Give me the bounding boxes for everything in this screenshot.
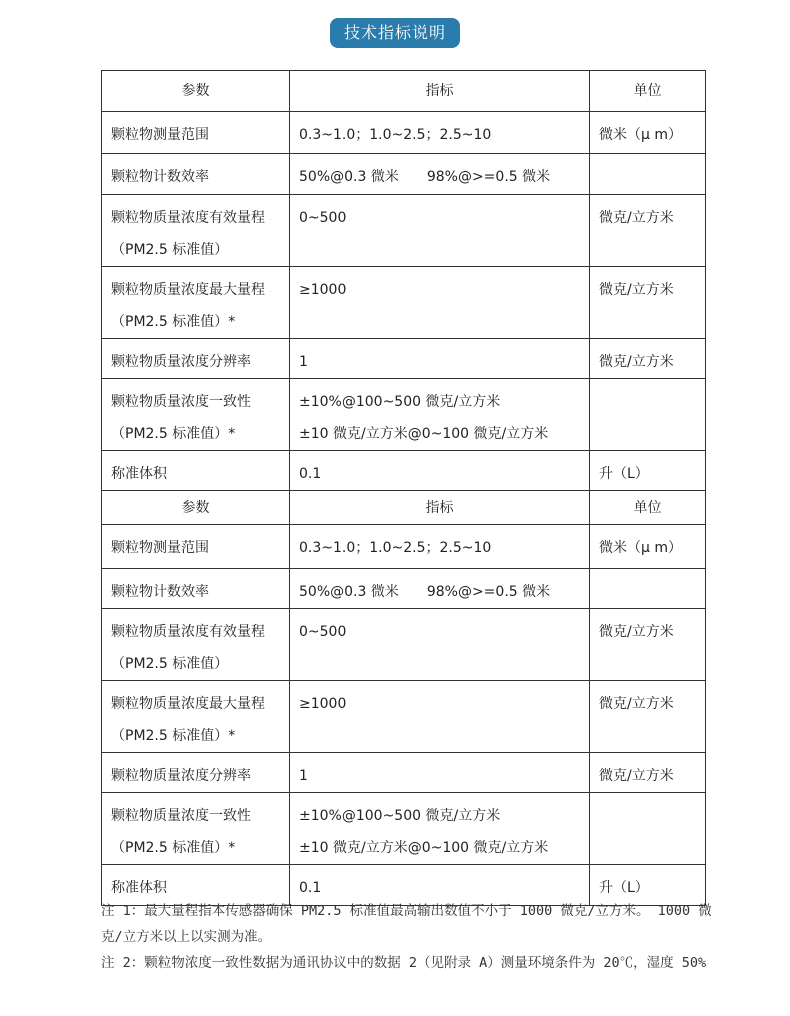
row-unit: 微克/立方米 [590,681,706,753]
table-row [102,569,706,609]
row-spec: ≥1000 [290,681,590,753]
footnotes [101,898,721,976]
row-unit: 升（L） [590,451,706,491]
row-param: 称准体积 [102,865,290,906]
row-unit: 微克/立方米 [590,339,706,379]
row-unit: 微克/立方米 [590,267,706,339]
table-row [102,681,706,753]
footnote-2: 注 2：颗粒物浓度一致性数据为通讯协议中的数据 2（见附录 A）测量环境条件为 20℃，湿度 50% [101,955,707,971]
row-spec: 50%@0.3 微米 98%@>=0.5 微米 [290,154,590,195]
spec-line: ±10%@100~500 微克/立方米 [299,394,501,410]
table-header-row [102,491,706,525]
table-row [102,525,706,569]
row-param: 颗粒物质量浓度一致性（PM2.5 标准值）* [102,793,290,865]
title-area [0,18,790,48]
table-row [102,379,706,451]
header-spec: 指标 [290,491,590,525]
table-row [102,112,706,154]
row-param: 颗粒物测量范围 [102,112,290,154]
row-param: 颗粒物质量浓度分辨率 [102,753,290,793]
row-spec: 0~500 [290,195,590,267]
row-param: 颗粒物质量浓度分辨率 [102,339,290,379]
row-spec: ≥1000 [290,267,590,339]
row-unit: 微克/立方米 [590,753,706,793]
row-param: 称准体积 [102,451,290,491]
row-spec: 1 [290,753,590,793]
row-unit [590,569,706,609]
row-unit: 微米（μ m） [590,525,706,569]
table-row [102,609,706,681]
row-spec [290,379,590,451]
table-row [102,793,706,865]
table-row [102,339,706,379]
row-unit: 升（L） [590,865,706,906]
row-unit [590,379,706,451]
row-unit: 微克/立方米 [590,195,706,267]
spec-line: ±10 微克/立方米@0~100 微克/立方米 [299,426,549,442]
row-unit [590,154,706,195]
footnote-1: 注 1：最大量程指本传感器确保 PM2.5 标准值最高输出数值不小于 1000 微克/立方米。 1000 微克/立方米以上以实测为准。 [101,903,712,945]
row-spec: 0.3~1.0；1.0~2.5；2.5~10 [290,525,590,569]
row-unit: 微克/立方米 [590,609,706,681]
header-unit: 单位 [590,71,706,112]
spec-line: ±10%@100~500 微克/立方米 [299,808,501,824]
header-param: 参数 [102,491,290,525]
row-param: 颗粒物计数效率 [102,569,290,609]
row-spec: 50%@0.3 微米 98%@>=0.5 微米 [290,569,590,609]
table-header-row [102,71,706,112]
row-spec: 0.1 [290,865,590,906]
row-unit [590,793,706,865]
spec-table [101,70,706,906]
row-param: 颗粒物质量浓度有效量程（PM2.5 标准值） [102,609,290,681]
table-row [102,451,706,491]
row-spec: 0.3~1.0；1.0~2.5；2.5~10 [290,112,590,154]
row-unit: 微米（μ m） [590,112,706,154]
spec-line: ±10 微克/立方米@0~100 微克/立方米 [299,840,549,856]
row-param: 颗粒物质量浓度最大量程（PM2.5 标准值）* [102,681,290,753]
table-row [102,753,706,793]
header-spec: 指标 [290,71,590,112]
row-param: 颗粒物测量范围 [102,525,290,569]
header-unit: 单位 [590,491,706,525]
row-spec [290,793,590,865]
table-row [102,267,706,339]
section-title: 技术指标说明 [330,18,460,48]
row-spec: 1 [290,339,590,379]
row-param: 颗粒物质量浓度一致性（PM2.5 标准值）* [102,379,290,451]
row-spec: 0~500 [290,609,590,681]
row-param: 颗粒物质量浓度最大量程（PM2.5 标准值）* [102,267,290,339]
row-spec: 0.1 [290,451,590,491]
table-row [102,195,706,267]
header-param: 参数 [102,71,290,112]
row-param: 颗粒物计数效率 [102,154,290,195]
table-row [102,154,706,195]
row-param: 颗粒物质量浓度有效量程（PM2.5 标准值） [102,195,290,267]
